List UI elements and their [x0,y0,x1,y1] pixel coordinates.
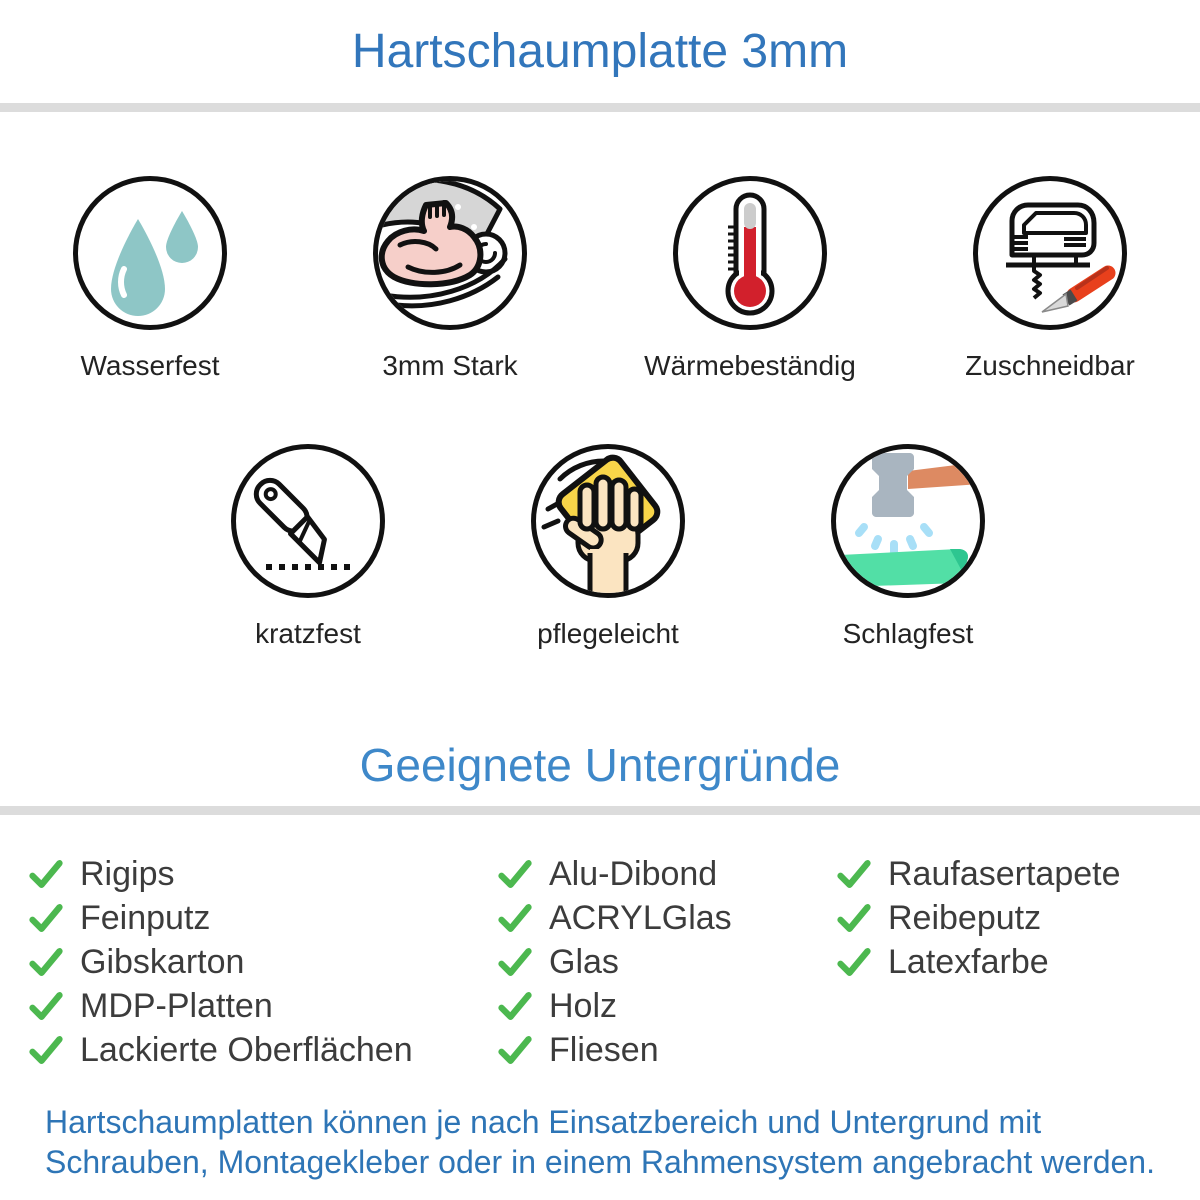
substrates-column-3 [836,852,1196,984]
feature-wasserfest [0,176,300,382]
feature-waermebestaendig [600,176,900,382]
check-icon [497,856,533,892]
check-icon [28,988,64,1024]
hammer-impact-icon [831,444,985,598]
muscle-arm-roll-icon [373,176,527,330]
check-icon [28,1032,64,1068]
list-item [28,984,488,1028]
check-icon [28,944,64,980]
list-item [497,852,827,896]
list-item-label: Feinputz [80,898,211,937]
list-item [836,896,1196,940]
list-item [836,852,1196,896]
list-item-label: Reibeputz [888,898,1042,937]
cleaning-hand-cloth-icon [531,444,685,598]
footer-line-1: Hartschaumplatten können je nach Einsatzbereich und Untergrund mit [45,1104,1042,1140]
feature-label: Wärmebeständig [644,350,856,381]
feature-label: kratzfest [255,618,361,649]
check-icon [28,856,64,892]
check-icon [836,900,872,936]
utility-knife-icon [231,444,385,598]
list-item [497,984,827,1028]
list-item [28,940,488,984]
list-item-label: Holz [549,986,618,1025]
substrates-column-2 [497,852,827,1072]
feature-label: Wasserfest [80,350,220,381]
feature-zuschneidbar [900,176,1200,382]
list-item-label: Lackierte Oberflächen [80,1030,413,1069]
list-item-label: Glas [549,942,619,981]
check-icon [497,944,533,980]
feature-pflegeleicht [458,444,758,650]
divider-top [0,103,1200,112]
list-item [497,896,827,940]
list-item [497,1028,827,1072]
feature-label: 3mm Stark [382,350,518,381]
divider-middle [0,806,1200,815]
feature-label: Zuschneidbar [965,350,1135,381]
check-icon [836,856,872,892]
check-icon [836,944,872,980]
check-icon [497,988,533,1024]
list-item [28,896,488,940]
list-item [28,852,488,896]
list-item-label: Raufasertapete [888,854,1121,893]
check-icon [497,1032,533,1068]
page-title: Hartschaumplatte 3mm [351,25,849,78]
feature-3mm-stark [300,176,600,382]
feature-kratzfest [158,444,458,650]
footer-line-2: Schrauben, Montagekleber oder in einem Rahmensystem angebracht werden. [45,1144,1155,1180]
feature-row-2 [158,444,1058,650]
list-item [497,940,827,984]
list-item-label: Rigips [80,854,175,893]
footer-note [45,1102,1175,1182]
thermometer-icon [673,176,827,330]
feature-row-1 [0,176,1200,382]
list-item-label: Alu-Dibond [549,854,718,893]
list-item-label: Fliesen [549,1030,659,1069]
jigsaw-cutter-icon [973,176,1127,330]
substrates-column-1 [28,852,488,1072]
water-drops-icon [73,176,227,330]
list-item-label: ACRYLGlas [549,898,732,937]
feature-label: pflegeleicht [537,618,679,649]
feature-label: Schlagfest [842,618,974,649]
list-item-label: MDP-Platten [80,986,273,1025]
section-title: Geeignete Untergründe [359,739,841,791]
check-icon [497,900,533,936]
feature-schlagfest [758,444,1058,650]
list-item-label: Latexfarbe [888,942,1049,981]
list-item [836,940,1196,984]
substrates-list [0,852,1200,1082]
check-icon [28,900,64,936]
list-item [28,1028,488,1072]
list-item-label: Gibskarton [80,942,245,981]
